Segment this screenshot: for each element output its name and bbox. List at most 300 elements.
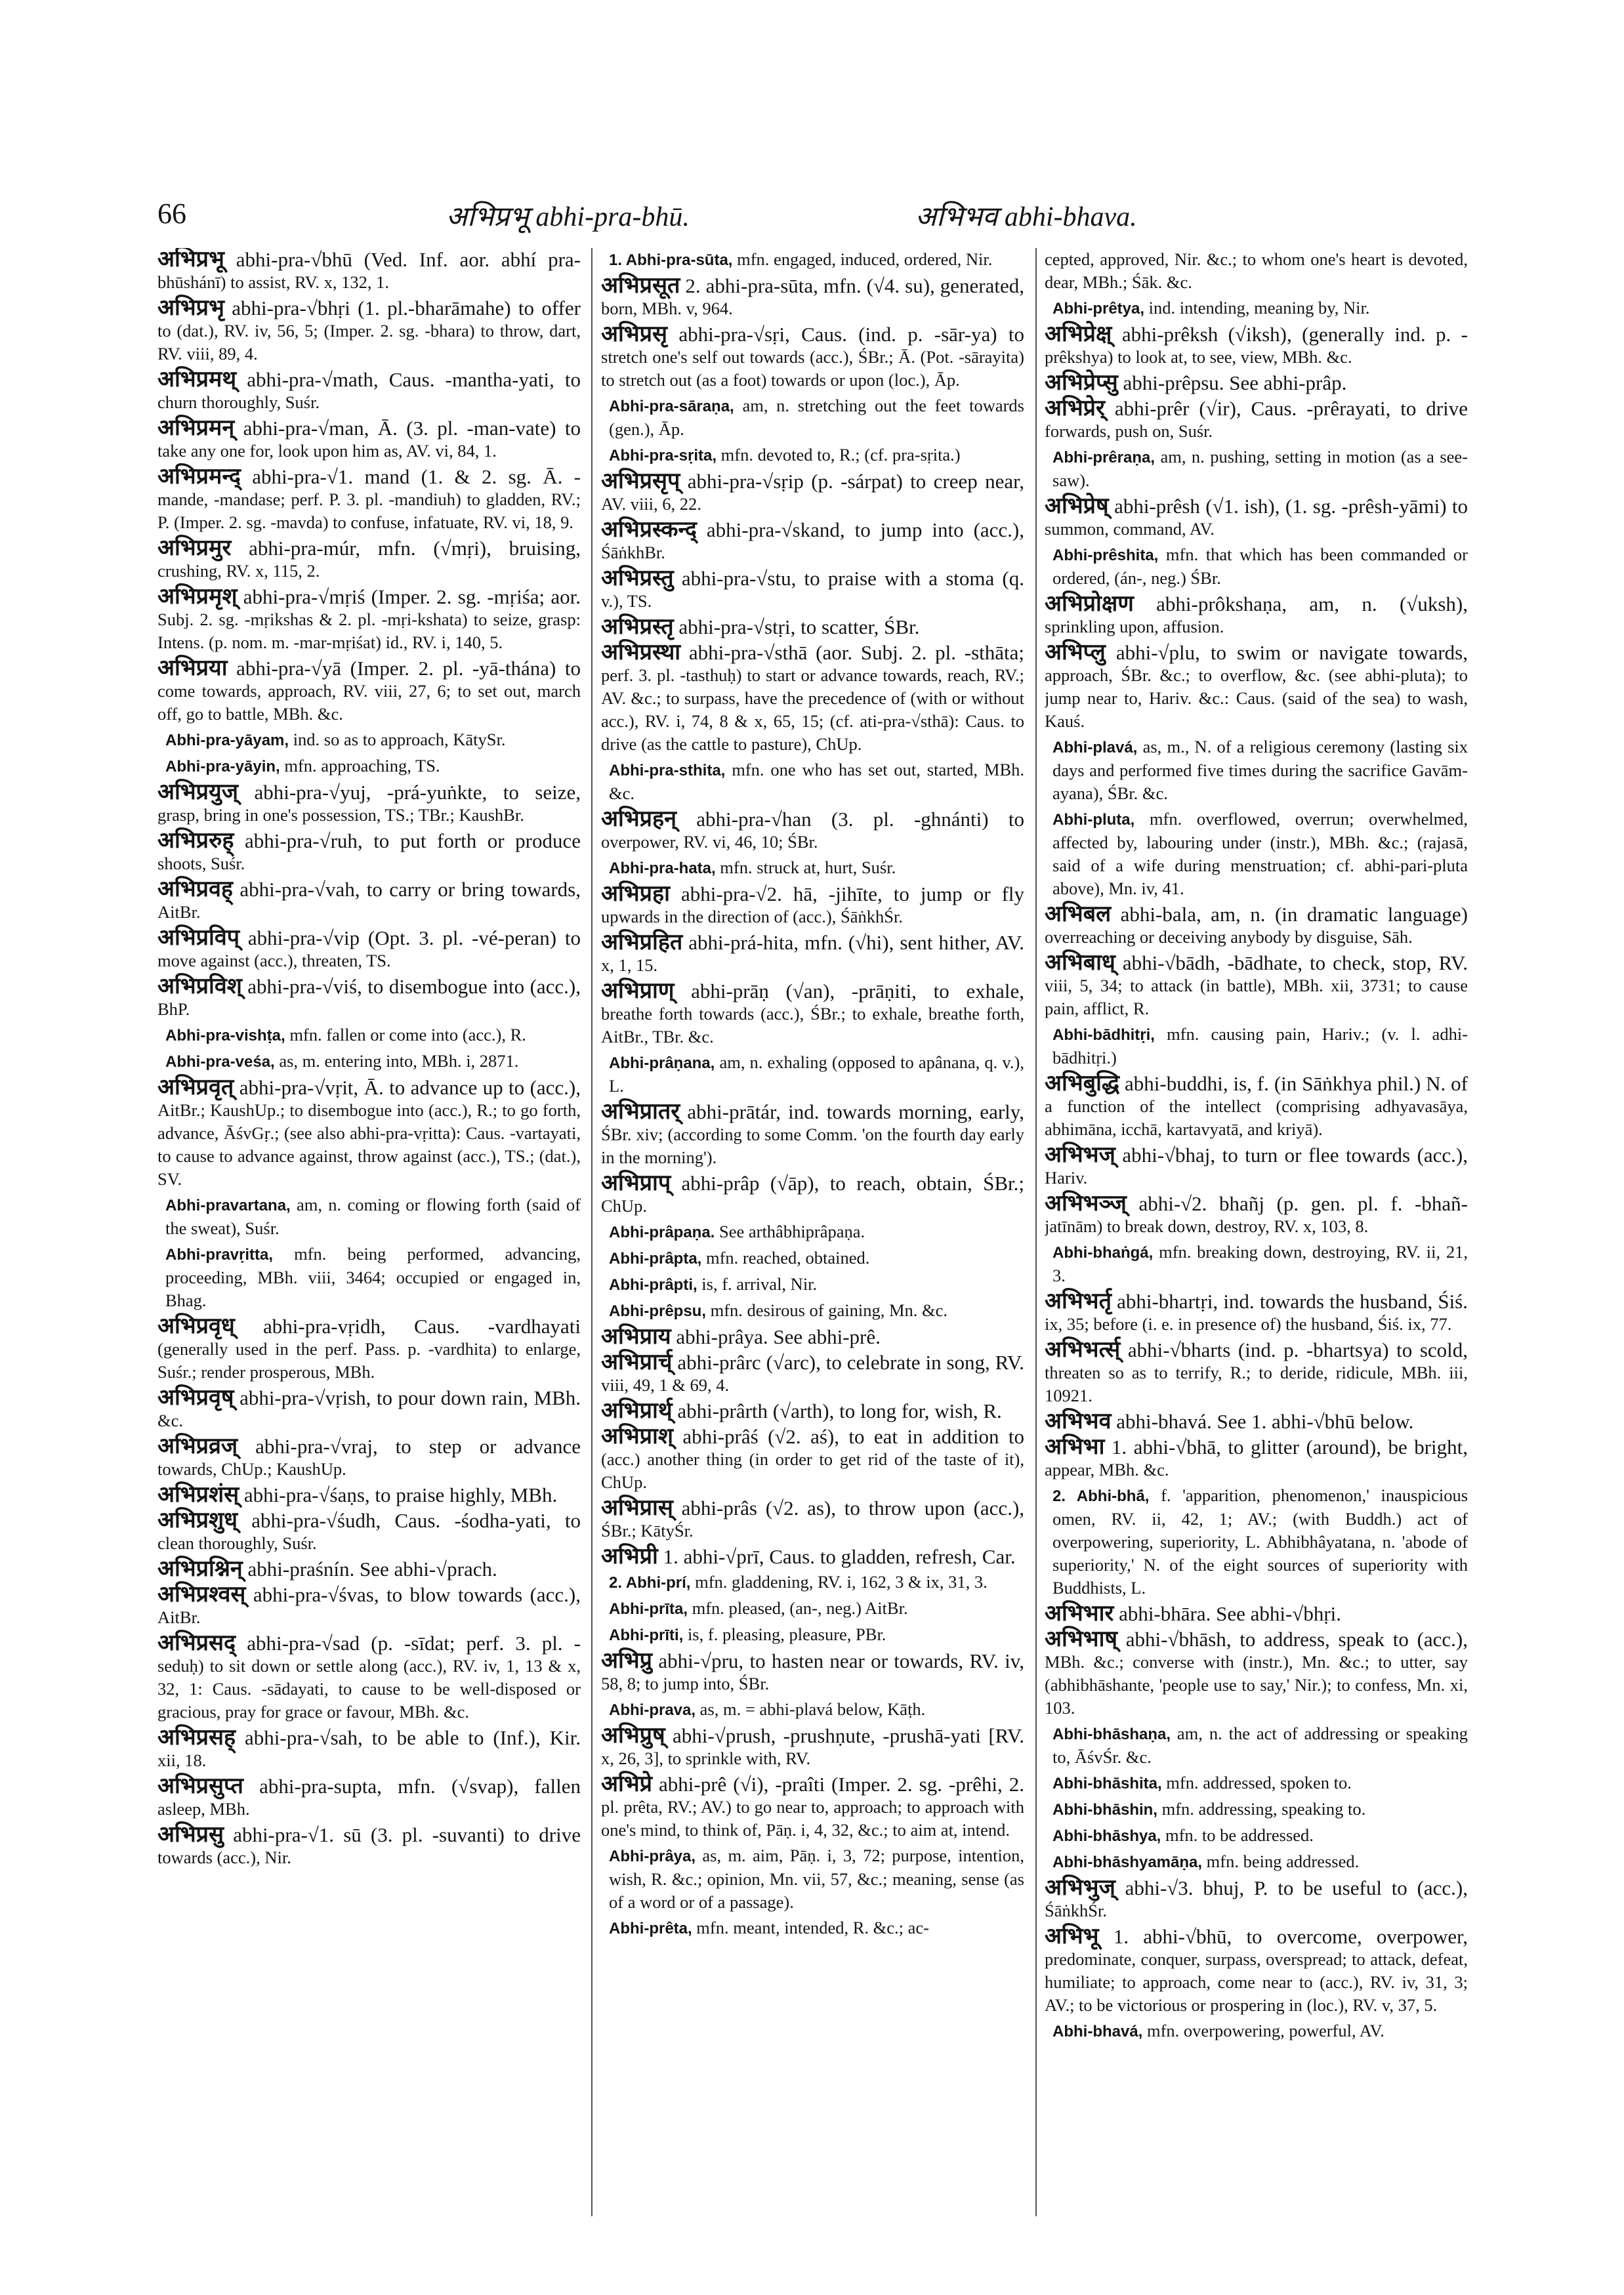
sub-entry [157, 1023, 581, 1047]
dictionary-entry [601, 567, 1024, 613]
entry-definition: abhi-pra-√yā (Imper. 2. pl. -yā-thána) to come towards, approach, RV. viii, 27, 6; to set out, march off, go to battle, MBh. &c. [157, 657, 581, 724]
entry-definition: abhi-pra-√vip (Opt. 3. pl. -vé-peran) to move against (acc.), threaten, TS. [157, 926, 581, 970]
dictionary-entry [1045, 323, 1468, 369]
dictionary-entry [601, 1100, 1024, 1169]
entry-definition: abhi-pra-√ruh, to put forth or produce shoots, Suśr. [157, 829, 581, 873]
entry-headword: Abhi-prêraṇa, [1052, 449, 1156, 466]
entry-headword: अभिप्रस्तु [601, 566, 674, 590]
entry-headword: अभिप्राण् [601, 979, 675, 1003]
dictionary-entry [601, 1724, 1024, 1770]
sub-entry [157, 728, 581, 752]
entry-definition: abhi-prêksh (√iksh), (generally ind. p. -prêkshya) to look at, to see, view, MBh. &c. [1045, 323, 1468, 367]
entry-headword: Abhi-bhāshya, [1052, 1827, 1161, 1845]
entry-headword: Abhi-pra-yāyam, [165, 732, 289, 749]
entry-definition: abhi-prâya. See abhi-prê. [676, 1325, 881, 1348]
sub-entry [601, 758, 1024, 805]
entry-definition: 1. abhi-√prī, Caus. to gladden, refresh, Car. [663, 1545, 1016, 1568]
dictionary-entry [601, 808, 1024, 854]
sub-entry [601, 444, 1024, 467]
dictionary-entry [157, 537, 581, 583]
entry-definition: abhi-praśnín. See abhi-√prach. [247, 1558, 497, 1581]
entry-headword: अभिप्रभू [157, 248, 224, 272]
entry-headword: अभिप्रविप् [157, 926, 240, 950]
entry-definition: mfn. desirous of gaining, Mn. &c. [710, 1300, 948, 1320]
entry-headword: Abhi-bhāshyamāṇa, [1052, 1853, 1203, 1871]
entry-headword: अभिभज् [1045, 1143, 1115, 1167]
entry-headword: अभिप्रार्थ् [601, 1399, 673, 1423]
entry-definition: abhi-pra-√sad (p. -sīdat; perf. 3. pl. -seduḥ) to sit down or settle along (acc.), RV. iv, 1, 13 & x, 32, 1: Caus. -sādayati, to cause to be well-disposed or gracious, pray for grace or favour, MBh. &c. [157, 1632, 581, 1722]
entry-headword: Abhi-bādhitṛi, [1052, 1026, 1155, 1044]
dictionary-entry [157, 248, 581, 294]
sub-entry [601, 1571, 1024, 1594]
entry-headword: Abhi-bhāshita, [1052, 1775, 1162, 1792]
entry-definition: mfn. being performed, advancing, proceeding, MBh. viii, 3464; occupied or engaged in, Bhag. [165, 1244, 581, 1310]
dictionary-entry [1045, 1436, 1468, 1481]
sub-entry [157, 755, 581, 778]
dictionary-entry [157, 585, 581, 654]
entry-headword: अभिप्रशंस् [157, 1483, 239, 1507]
entry-headword: अभिप्राप् [601, 1171, 671, 1195]
entry-definition: abhi-pra-√sṛip (p. -sárpat) to creep near, AV. viii, 6, 22. [601, 470, 1024, 514]
entry-definition: is, f. pleasing, pleasure, PBr. [687, 1624, 886, 1644]
entry-definition: mfn. being addressed. [1206, 1851, 1360, 1871]
dictionary-entry [1045, 592, 1468, 638]
entry-definition: abhi-pra-√man, Ā. (3. pl. -man-vate) to take any one for, look upon him as, AV. vi, 84, 1. [157, 417, 581, 461]
dictionary-entry [1045, 903, 1468, 949]
entry-definition: mfn. meant, intended, R. &c.; ac- [696, 1918, 929, 1937]
entry-definition: f. 'apparition, phenomenon,' inauspicious omen, RV. ii, 42, 1; AV.; (with Buddh.) act of overpowering, superiority, L. Abhibhâyatana, n. 'abode of superiority,' N. of the eight sources of superiority with Buddhists, L. [1052, 1485, 1468, 1598]
entry-headword: अभिप्राश् [601, 1424, 673, 1449]
sub-entry [601, 856, 1024, 880]
entry-headword: अभिप्रवह् [157, 877, 233, 901]
dictionary-entry [601, 1545, 1024, 1568]
sub-entry [1045, 543, 1468, 590]
entry-headword: अभिप्रातर् [601, 1100, 680, 1124]
entry-headword: 1. Abhi-pra-sūta, [609, 251, 733, 269]
entry-headword: अभिबल [1045, 902, 1112, 926]
columns [157, 248, 1470, 2229]
entry-headword: अभिभू [1045, 1924, 1099, 1949]
sub-entry [601, 1247, 1024, 1270]
dictionary-entry [157, 1076, 581, 1191]
entry-headword: अभिप्रोक्षण [1045, 592, 1134, 616]
sub-entry [157, 1193, 581, 1240]
entry-definition: abhi-pra-√sṛi, Caus. (ind. p. -sār-ya) to stretch one's self out towards (acc.), ŚBr.; Ā. (Pot. -sārayita) to stretch out (as a foot) towards or upon (loc.), Āp. [601, 323, 1024, 390]
left-running-head: अभिप्रभू abhi-pra-bhū. [446, 202, 690, 232]
entry-definition: abhi-√bhaj, to turn or flee towards (acc.), Hariv. [1045, 1144, 1468, 1188]
entry-headword: Abhi-prâpti, [609, 1276, 697, 1294]
entry-definition: mfn. causing pain, Hariv.; (v. l. adhi-bādhitṛi.) [1052, 1024, 1468, 1067]
dictionary-entry [1045, 1144, 1468, 1189]
dictionary-entry [157, 829, 581, 875]
dictionary-entry [601, 931, 1024, 977]
dictionary-entry [601, 1425, 1024, 1494]
entry-headword: अभिप्रव्रज् [157, 1434, 238, 1458]
sub-entry [601, 1299, 1024, 1323]
page-header [157, 197, 1450, 236]
entry-definition: abhi-√2. bhañj (p. gen. pl. f. -bhañ-jatīnām) to break down, destroy, RV. x, 103, 8. [1045, 1192, 1468, 1236]
entry-definition: 1. abhi-√bhū, to overcome, overpower, predominate, conquer, surpass, overspread; to attack, defeat, humiliate; to approach, come near to (acc.), RV. iv, 31, 3; AV.; to be victorious or prospering in (loc.), RV. v, 37, 5. [1045, 1925, 1468, 2015]
entry-headword: Abhi-pravartana, [165, 1197, 291, 1214]
entry-definition: abhi-pra-supta, mfn. (√svap), fallen asleep, MBh. [157, 1775, 581, 1819]
entry-headword: अभिप्रस्कन्द् [601, 518, 697, 542]
dictionary-entry [157, 657, 581, 726]
entry-headword: अभिभर्तृ [1045, 1289, 1112, 1313]
entry-headword: Abhi-prâpta, [609, 1250, 702, 1268]
sub-entry [1045, 445, 1468, 492]
entry-definition: abhi-pra-√1. mand (1. & 2. sg. Ā. -mande, -mandase; perf. P. 3. pl. -mandiuh) to gladden, RV.; P. (Imper. 2. sg. -mavda) to confuse, infatuate, RV. vi, 18, 9. [157, 465, 581, 532]
entry-definition: abhi-pra-√śvas, to blow towards (acc.), AitBr. [157, 1583, 581, 1627]
dictionary-entry [601, 980, 1024, 1048]
dictionary-entry [601, 1399, 1024, 1422]
entry-headword: अभिप्रु [601, 1649, 653, 1673]
sub-entry [601, 394, 1024, 441]
entry-definition: abhi-bhavá. See 1. abhi-√bhū below. [1116, 1410, 1414, 1433]
entry-definition: abhi-pra-√mṛiś (Imper. 2. sg. -mṛiśa; aor. Subj. 2. sg. -mṛikshas & 2. pl. -mṛi-kshata) to seize, grasp: Intens. (p. nom. m. -mar-mṛiśat) id., RV. i, 140, 5. [157, 585, 581, 652]
entry-headword: 2. Abhi-bhā́, [1052, 1487, 1150, 1505]
entry-headword: Abhi-plavá, [1052, 739, 1138, 756]
entry-headword: अभिप्रश्वस् [157, 1582, 246, 1607]
dictionary-entry [157, 368, 581, 414]
dictionary-entry [1045, 1602, 1468, 1625]
entry-headword: अभिप्रेष् [1045, 494, 1109, 518]
dictionary-entry [601, 1325, 1024, 1348]
entry-headword: अभिबुद्धि [1045, 1071, 1120, 1096]
entry-definition: abhi-pra-√bhū (Ved. Inf. aor. abhí pra-bhūshánī) to assist, RV. x, 132, 1. [157, 248, 581, 292]
entry-definition: abhi-pra-√vṛit, Ā. to advance up to (acc.), AitBr.; KaushUp.; to disembogue into (acc.), R.; to go forth, advance, ĀśvGṛ.; (see also abhi-pra-vṛitta): Caus. -vartayati, to cause to advance against, throw against (acc.), TS.; (dat.), SV. [157, 1076, 581, 1189]
entry-definition: am, n. exhaling (opposed to apânana, q. v.), L. [609, 1052, 1024, 1096]
dictionary-entry [601, 641, 1024, 756]
entry-headword: Abhi-bhāshin, [1052, 1801, 1157, 1819]
dictionary-entry [157, 465, 581, 534]
entry-definition: See arthâbhiprâpaṇa. [718, 1222, 865, 1241]
sub-entry [1045, 1798, 1468, 1821]
dictionary-entry [1045, 1876, 1468, 1922]
entry-definition: am, n. stretching out the feet towards (gen.), Āp. [609, 396, 1024, 439]
entry-definition: am, n. coming or flowing forth (said of the sweat), Suśr. [165, 1195, 581, 1238]
entry-headword: Abhi-pra-veśa, [165, 1053, 275, 1071]
sub-entry [601, 1623, 1024, 1647]
dictionary-entry [1045, 495, 1468, 541]
entry-definition: cepted, approved, Nir. &c.; to whom one's heart is devoted, dear, MBh.; Śāk. &c. [1045, 249, 1468, 292]
entry-definition: abhi-prârth (√arth), to long for, wish, R. [677, 1399, 1002, 1422]
sub-entry [601, 1916, 1024, 1940]
dictionary-entry [601, 615, 1024, 638]
entry-headword: Abhi-prâpaṇa. [609, 1224, 715, 1241]
entry-definition: abhi-buddhi, is, f. (in Sāṅkhya phil.) N. of a function of the intellect (comprising adhyavasāya, abhimāna, icchā, kartavyatā, and kriyā). [1045, 1072, 1468, 1139]
entry-headword: अभिप्रुष् [601, 1724, 665, 1748]
entry-definition: mfn. overflowed, overrun; overwhelmed, affected by, labouring under (instr.), MBh. &c.; (rajasā, said of a wife during menstruation; cf. abhi-pari-pluta above), Mn. iv, 41. [1052, 809, 1468, 898]
dictionary-entry [157, 1775, 581, 1821]
dictionary-entry [1045, 641, 1468, 733]
entry-definition: abhi-√bādh, -bādhate, to check, stop, RV. viii, 5, 34; to attack (in battle), MBh. xii, 3731; to cause pain, afflict, R. [1045, 951, 1468, 1018]
entry-definition: mfn. to be addressed. [1165, 1825, 1314, 1845]
entry-definition: abhi-pra-√stu, to praise with a stoma (q. v.), TS. [601, 567, 1024, 611]
entry-definition: 1. abhi-√bhā, to glitter (around), be bright, appear, MBh. &c. [1045, 1436, 1468, 1479]
entry-definition: abhi-prêsh (√1. ish), (1. sg. -prêsh-yāmi) to summon, command, AV. [1045, 495, 1468, 539]
dictionary-entry [1045, 1338, 1468, 1407]
entry-definition: abhi-bala, am, n. (in dramatic language) overreaching or deceiving anybody by disguise, Sāh. [1045, 903, 1468, 947]
entry-headword: अभिप्रसुप्त [157, 1774, 243, 1798]
sub-entry [601, 1220, 1024, 1244]
entry-headword: Abhi-pluta, [1052, 811, 1135, 829]
entry-headword: Abhi-prêta, [609, 1920, 692, 1937]
entry-headword: अभिप्रभृ [157, 296, 224, 320]
entry-definition: abhi-pra-√bhṛi (1. pl.-bharāmahe) to offer to (dat.), RV. iv, 56, 5; (Imper. 2. sg. -bhara) to throw, dart, RV. viii, 89, 4. [157, 297, 581, 363]
sub-entry [1045, 2019, 1468, 2043]
entry-headword: अभिप्ररुह् [157, 829, 234, 853]
entry-definition: abhi-pra-vṛidh, Caus. -vardhayati (generally used in the perf. Pass. p. -vardhita) to enlarge, Suśr.; render prosperous, MBh. [157, 1315, 581, 1382]
entry-definition: abhi-pra-√sah, to be able to (Inf.), Kir. xii, 18. [157, 1726, 581, 1770]
entry-definition: abhi-prāṇ (√an), -prāṇiti, to exhale, breathe forth towards (acc.), ŚBr.; to exhale, breathe forth, AitBr., TBr. &c. [601, 980, 1024, 1046]
dictionary-entry [601, 470, 1024, 516]
sub-entry [601, 1273, 1024, 1296]
entry-headword: Abhi-prêpsu, [609, 1302, 706, 1320]
entry-headword: 2. Abhi-prí, [609, 1574, 691, 1592]
dictionary-entry [601, 1351, 1024, 1397]
entry-definition: mfn. one who has set out, started, MBh. &c. [609, 760, 1024, 803]
entry-headword: अभिप्रविश् [157, 974, 242, 999]
entry-definition: abhi-√pru, to hasten near or towards, RV. iv, 58, 8; to jump into, ŚBr. [601, 1649, 1024, 1693]
entry-definition: abhi-bhartṛi, ind. towards the husband, Śiś. ix, 35; before (i. e. in presence of) the husband, Śiś. ix, 77. [1045, 1290, 1468, 1334]
sub-entry [601, 1597, 1024, 1621]
entry-headword: अभिप्रवृध् [157, 1314, 235, 1338]
entry-definition: abhi-√bhāsh, to address, speak to (acc.), MBh. &c.; converse with (instr.), Mn. &c.; to utter, say (abhibhāshante, 'people use to say,' Nir.); to confess, Mn. xi, 103. [1045, 1628, 1468, 1718]
entry-definition: abhi-pra-√vraj, to step or advance towards, ChUp.; KaushUp. [157, 1435, 581, 1479]
entry-definition: abhi-pra-√vah, to carry or bring towards, AitBr. [157, 878, 581, 922]
column-2 [601, 248, 1024, 2229]
entry-definition: abhi-prâś (√2. aś), to eat in addition to (acc.) another thing (in order to get rid of the taste of it), ChUp. [601, 1425, 1024, 1492]
entry-definition: mfn. that which has been commanded or ordered, (án-, neg.) ŚBr. [1052, 545, 1468, 588]
entry-headword: अभिप्रमन् [157, 416, 235, 440]
entry-headword: Abhi-pra-sthita, [609, 762, 726, 779]
sub-entry [601, 1051, 1024, 1098]
entry-headword: अभिप्रमन्द् [157, 465, 241, 489]
entry-definition: abhi-pra-√han (3. pl. -ghnánti) to overpower, RV. vi, 46, 10; ŚBr. [601, 808, 1024, 852]
entry-headword: अभिप्रेप्सु [1045, 371, 1118, 395]
entry-definition: abhi-pra-√śaṇs, to praise highly, MBh. [243, 1483, 558, 1506]
sub-entry [1045, 1241, 1468, 1287]
entry-headword: Abhi-prava, [609, 1701, 696, 1719]
entry-headword: Abhi-bhaṅgá, [1052, 1244, 1154, 1262]
dictionary-entry [1045, 1410, 1468, 1433]
entry-headword: अभिप्रसृप् [601, 469, 680, 493]
entry-definition: mfn. reached, obtained. [705, 1248, 870, 1268]
entry-definition: abhi-prêpsu. See abhi-prâp. [1123, 371, 1347, 394]
dictionary-entry [1045, 1192, 1468, 1238]
sub-entry [157, 1243, 581, 1312]
dictionary-entry [157, 1632, 581, 1724]
entry-definition: abhi-pra-√viś, to disembogue into (acc.), BhP. [157, 975, 581, 1019]
dictionary-entry [601, 518, 1024, 564]
entry-headword: Abhi-pra-sṛita, [609, 447, 717, 465]
dictionary-entry [157, 878, 581, 924]
dictionary-entry [1045, 397, 1468, 443]
dictionary-entry [1045, 951, 1468, 1020]
entry-definition: abhi-prêr (√ir), Caus. -prêrayati, to drive forwards, push on, Suśr. [1045, 397, 1468, 441]
continued-text [1045, 248, 1468, 294]
entry-headword: अभिप्रया [157, 656, 228, 680]
entry-headword: अभिभा [1045, 1435, 1105, 1459]
entry-definition: as, m. = abhi-plavá below, Kāṭh. [699, 1699, 926, 1719]
dictionary-entry [1045, 1925, 1468, 2017]
entry-headword: अभिभाष् [1045, 1627, 1118, 1651]
dictionary-entry [157, 297, 581, 365]
entry-definition: abhi-prê (√i), -praîti (Imper. 2. sg. -prêhi, 2. pl. prêta, RV.; AV.) to go near to, approach; to approach with one's mind, to think of, Pāṇ. i, 4, 32, &c.; to aim at, intend. [601, 1773, 1024, 1840]
entry-definition: 2. abhi-pra-sūta, mfn. (√4. su), generated, born, MBh. v, 964. [601, 274, 1024, 318]
sub-entry [1045, 1484, 1468, 1600]
entry-headword: अभिप्रसूत [601, 274, 680, 298]
dictionary-entry [157, 1386, 581, 1432]
dictionary-entry [601, 274, 1024, 320]
entry-definition: is, f. arrival, Nir. [701, 1274, 818, 1294]
sub-entry [1045, 1771, 1468, 1795]
entry-headword: अभिप्रशुध् [157, 1508, 238, 1533]
entry-definition: am, n. the act of addressing or speaking to, ĀśvŚr. &c. [1052, 1724, 1468, 1767]
entry-definition: mfn. fallen or come into (acc.), R. [289, 1025, 526, 1044]
entry-definition: abhi-pra-√math, Caus. -mantha-yati, to churn thoroughly, Suśr. [157, 368, 581, 412]
entry-definition: abhi-√prush, -prushṇute, -prushā-yati [RV. x, 26, 3], to sprinkle with, RV. [601, 1724, 1024, 1768]
dictionary-entry [157, 975, 581, 1021]
sub-entry [601, 1844, 1024, 1914]
entry-headword: अभिभर्त्स् [1045, 1338, 1121, 1362]
entry-definition: as, m. entering into, MBh. i, 2871. [279, 1051, 519, 1071]
entry-headword: अभिप्रमृश् [157, 585, 238, 609]
entry-headword: अभिप्रहन् [601, 807, 677, 831]
entry-definition: abhi-pra-√skand, to jump into (acc.), ŚāṅkhBr. [601, 518, 1024, 562]
entry-definition: mfn. overpowering, powerful, AV. [1146, 2021, 1385, 2040]
sub-entry [601, 1698, 1024, 1722]
sub-entry [157, 1050, 581, 1073]
column-1 [157, 248, 581, 2229]
entry-definition: mfn. pleased, (an-, neg.) AitBr. [692, 1598, 908, 1618]
entry-headword: अभिप्रेक्ष् [1045, 322, 1112, 346]
dictionary-entry [157, 1823, 581, 1869]
entry-definition: abhi-prârc (√arc), to celebrate in song, RV. viii, 49, 1 & 69, 4. [601, 1351, 1024, 1395]
entry-headword: अभिप्री [601, 1544, 658, 1569]
entry-definition: as, m., N. of a religious ceremony (lasting six days and performed five times during the sacrifice Gavām-ayana), ŚBr. &c. [1052, 737, 1468, 803]
entry-headword: अभिप्रहित [601, 930, 683, 955]
entry-headword: अभिप्रसद् [157, 1631, 236, 1655]
entry-headword: अभिप्रवृष् [157, 1386, 234, 1410]
entry-headword: अभिभञ्ज् [1045, 1191, 1127, 1216]
entry-headword: अभिप्लु [1045, 640, 1106, 665]
dictionary-entry [1045, 371, 1468, 394]
sub-entry [1045, 735, 1468, 805]
entry-headword: अभिप्रेर् [1045, 396, 1105, 421]
sub-entry [1045, 1824, 1468, 1848]
dictionary-entry [157, 417, 581, 463]
entry-headword: अभिबाध् [1045, 951, 1115, 975]
entry-definition: abhi-√bharts (ind. p. -bhartsya) to scold, threaten so as to terrify, R.; to deride, ridicule, MBh. iii, 10921. [1045, 1338, 1468, 1405]
entry-definition: mfn. breaking down, destroying, RV. ii, 21, 3. [1052, 1242, 1468, 1285]
entry-definition: abhi-prātár, ind. towards morning, early, ŚBr. xiv; (according to some Comm. 'on the fourth day early in the morning'). [601, 1100, 1024, 1167]
entry-definition: mfn. gladdening, RV. i, 162, 3 & ix, 31, 3. [695, 1572, 988, 1592]
column-3 [1045, 248, 1468, 2229]
dictionary-entry [601, 1172, 1024, 1218]
entry-definition: abhi-prâp (√āp), to reach, obtain, ŚBr.; ChUp. [601, 1172, 1024, 1216]
page-number: 66 [157, 197, 186, 230]
entry-headword: Abhi-bhāshaṇa, [1052, 1726, 1171, 1743]
entry-headword: Abhi-prâya, [609, 1848, 696, 1865]
entry-headword: अभिप्रार्च् [601, 1350, 673, 1375]
dictionary-entry [157, 1435, 581, 1481]
sub-entry [1045, 1850, 1468, 1874]
entry-headword: अभिप्रमथ् [157, 367, 237, 392]
entry-definition: mfn. approaching, TS. [284, 756, 440, 775]
entry-headword: अभिप्रसृ [601, 322, 668, 346]
entry-headword: Abhi-pra-yāyin, [165, 758, 280, 775]
entry-headword: अभिप्रास् [601, 1496, 673, 1520]
dictionary-entry [157, 1726, 581, 1772]
entry-definition: mfn. engaged, induced, ordered, Nir. [737, 249, 993, 269]
entry-headword: अभिप्रमुर [157, 536, 232, 560]
sub-entry [1045, 1023, 1468, 1069]
entry-definition: abhi-pra-√2. hā, -jihīte, to jump or fly upwards in the direction of (acc.), ŚāṅkhŚr. [601, 882, 1024, 926]
sub-entry [1045, 297, 1468, 320]
sub-entry [1045, 1722, 1468, 1769]
dictionary-entry [1045, 1290, 1468, 1336]
dictionary-entry [601, 1773, 1024, 1842]
entry-headword: Abhi-prīta, [609, 1600, 688, 1618]
dictionary-entry [601, 882, 1024, 928]
entry-definition: abhi-bhāra. See abhi-√bhṛi. [1119, 1602, 1342, 1625]
dictionary-entry [601, 1649, 1024, 1695]
entry-headword: अभिप्रसु [157, 1823, 224, 1847]
entry-headword: अभिप्रयुज् [157, 780, 238, 804]
entry-headword: Abhi-pra-vishṭa, [165, 1027, 285, 1044]
entry-definition: abhi-pra-√yuj, -prá-yuṅkte, to seize, grasp, bring in one's possession, TS.; TBr.; KaushBr. [157, 781, 581, 825]
entry-headword: अभिप्रे [601, 1772, 653, 1796]
entry-definition: mfn. struck at, hurt, Suśr. [720, 858, 896, 877]
entry-headword: Abhi-bhavá, [1052, 2023, 1143, 2040]
entry-definition: ind. so as to approach, KātySr. [293, 730, 506, 749]
entry-definition: mfn. addressing, speaking to. [1161, 1799, 1366, 1819]
entry-definition: abhi-√plu, to swim or navigate towards, approach, ŚBr. &c.; to overflow, &c. (see abhi-pluta); to jump near to, Hariv. &c.: Caus. (said of the sea) to wash, Kauś. [1045, 641, 1468, 731]
entry-headword: अभिप्रस्था [601, 640, 681, 665]
entry-headword: Abhi-pra-sāraṇa, [609, 398, 734, 415]
entry-headword: Abhi-pravṛitta, [165, 1246, 274, 1264]
entry-definition: am, n. pushing, setting in motion (as a see-saw). [1052, 447, 1468, 490]
entry-definition: mfn. addressed, spoken to. [1166, 1773, 1352, 1792]
entry-headword: अभिभव [1045, 1409, 1112, 1434]
entry-definition: abhi-pra-√stṛi, to scatter, ŚBr. [678, 615, 920, 638]
entry-headword: Abhi-prâṇana, [609, 1054, 715, 1072]
entry-definition: abhi-prá-hita, mfn. (√hi), sent hither, AV. x, 1, 15. [601, 931, 1024, 975]
entry-headword: अभिभुज् [1045, 1876, 1115, 1900]
entry-definition: ind. intending, meaning by, Nir. [1148, 298, 1370, 318]
entry-definition: mfn. devoted to, R.; (cf. pra-sṛita.) [720, 445, 961, 465]
entry-definition: abhi-pra-√1. sū (3. pl. -suvanti) to drive towards (acc.), Nir. [157, 1823, 581, 1867]
entry-definition: as, m. aim, Pāṇ. i, 3, 72; purpose, intention, wish, R. &c.; opinion, Mn. vii, 57, &c.; meaning, sense (as of a word or of a passage). [609, 1846, 1024, 1912]
entry-headword: Abhi-prêtya, [1052, 300, 1145, 318]
entry-headword: Abhi-pra-hata, [609, 859, 716, 877]
entry-definition: abhi-pra-√sthā (aor. Subj. 2. pl. -sthāta; perf. 3. pl. -tasthuḥ) to start or advance towards, reach, RV.; AV. &c.; to surpass, have the precedence of (with or without acc.), RV. i, 74, 8 & x, 65, 15; (cf. ati-pra-√sthā): Caus. to drive (as the cattle to pasture), ChUp. [601, 641, 1024, 754]
dictionary-entry [1045, 1628, 1468, 1720]
dictionary-entry [157, 781, 581, 827]
dictionary-entry [601, 323, 1024, 392]
entry-headword: अभिप्रसह् [157, 1726, 236, 1750]
dictionary-entry [157, 1558, 581, 1581]
sub-entry [1045, 808, 1468, 900]
dictionary-entry [157, 926, 581, 972]
entry-headword: अभिभार [1045, 1602, 1114, 1626]
entry-headword: अभिप्रवृत् [157, 1075, 234, 1100]
dictionary-entry [157, 1315, 581, 1384]
entry-headword: Abhi-prīti, [609, 1626, 684, 1644]
dictionary-entry [157, 1483, 581, 1506]
dictionary-entry [157, 1509, 581, 1555]
